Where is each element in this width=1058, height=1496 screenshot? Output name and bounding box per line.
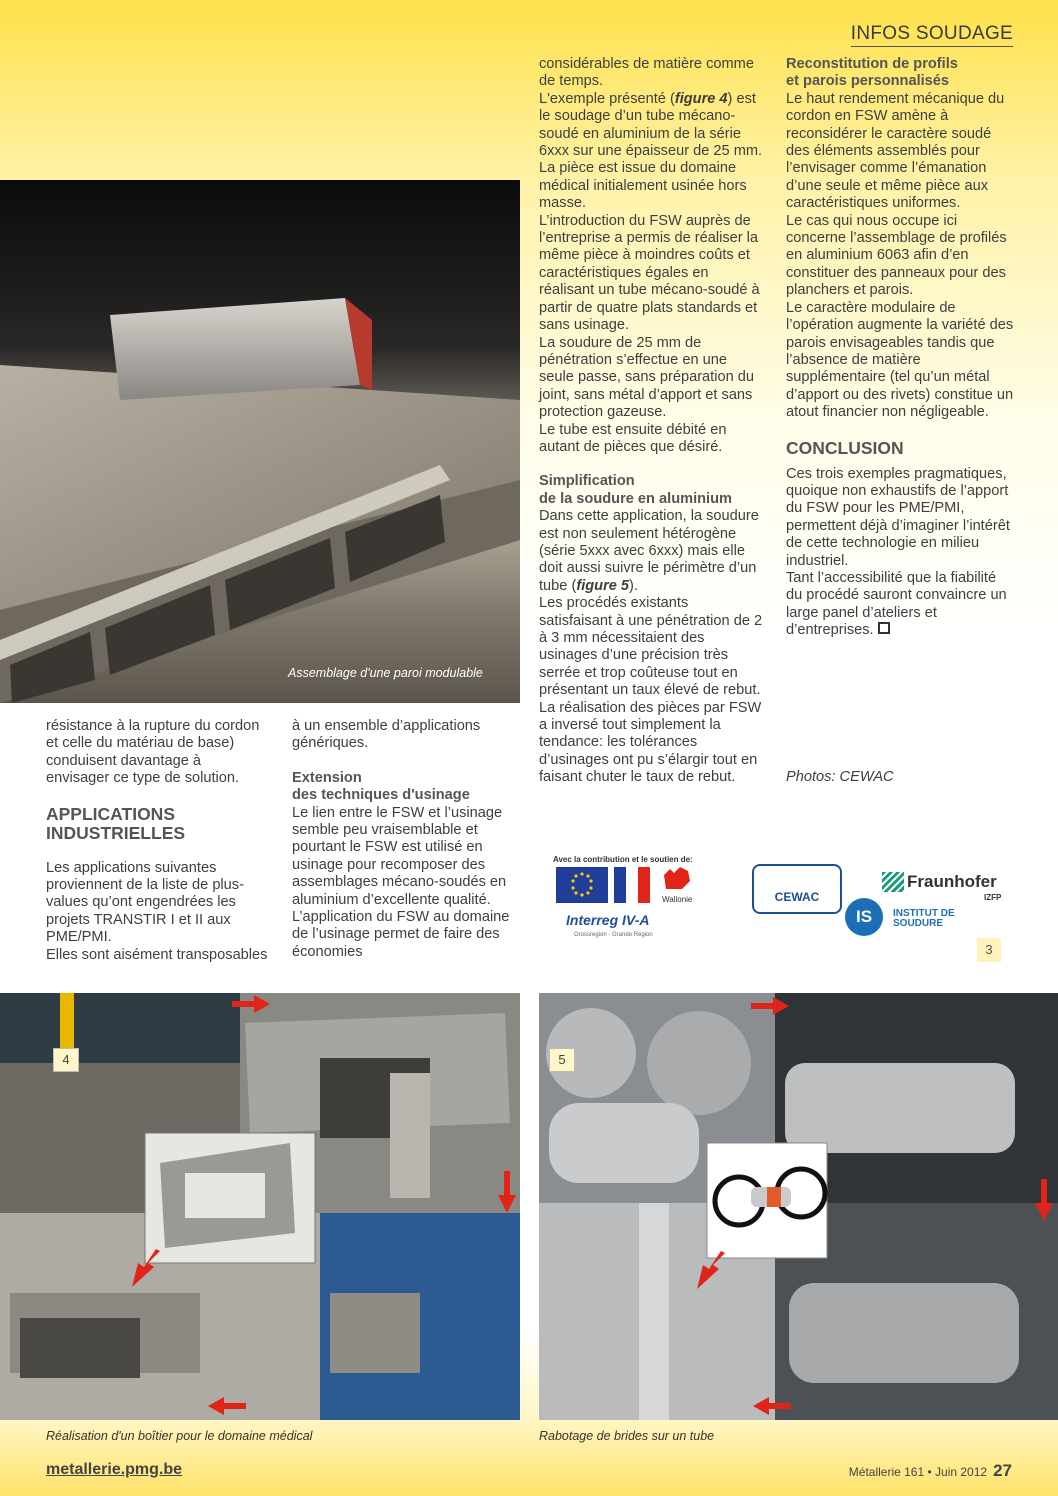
mid-column <box>292 718 514 961</box>
figure-4-reference: figure 4 <box>674 90 728 107</box>
red-arrow-icon <box>751 995 791 1017</box>
footer-url-link[interactable]: metallerie.pmg.be <box>46 1461 183 1478</box>
paragraph: considérables de matière comme de temps. <box>539 56 754 90</box>
paragraph: La réalisation des pièces par FSW a inversé tout simplement la tendance: les tolérances d’usinages ont pu s’élargir tout en faisant chuter le taux de rebut. <box>539 699 762 786</box>
page-number: 27 <box>993 1461 1012 1480</box>
section-title: INFOS SOUDAGE <box>851 22 1013 47</box>
wallonie-rooster-icon <box>660 865 694 893</box>
figure-4-number: 4 <box>53 1048 79 1072</box>
interreg-subtitle: Grossregion - Grande Région <box>574 932 653 938</box>
paragraph: Ces trois exemples pragmatiques, quoique non exhaustifs de l’apport du FSW pour les PME/PMI, permettent déjà d’imaginer l’intérêt de cette technologie en milieu industriel. <box>786 465 1010 569</box>
izfp-label: IZFP <box>984 893 1002 902</box>
heading-extension: Extension des techniques d'usinage <box>292 769 470 804</box>
paragraph: L’introduction du FSW auprès de l’entreprise a permis de réaliser la même pièce à moindres coûts et caractéristiques égales en réalisant un tube mécano-soudé à partir de quatre plats standards et sans usinage. <box>539 212 760 334</box>
contribution-label: Avec la contribution et le soutien de: <box>553 855 693 864</box>
heading-conclusion: CONCLUSION <box>786 437 904 458</box>
paragraph: à un ensemble d’applications génériques. <box>292 718 481 752</box>
column-four <box>786 56 1014 640</box>
photo-credit: Photos: CEWAC <box>786 769 894 785</box>
figure-5-caption: Rabotage de brides sur un tube <box>539 1429 715 1443</box>
page-badge: 3 <box>977 938 1001 962</box>
institut-soudure-label: INSTITUT DE SOUDURE <box>893 908 955 929</box>
paragraph: Dans cette application, la soudure est non seulement hétérogène (série 5xxx avec 6xxx) mais elle doit aussi suivre le périmètre d’un tube (figure 5). <box>539 508 759 594</box>
figure-4-caption: Réalisation d'un boîtier pour le domaine médical <box>46 1429 313 1443</box>
red-arrow-icon <box>693 1251 729 1291</box>
wallonie-label: Wallonie <box>662 895 693 904</box>
red-arrow-icon <box>751 1395 791 1417</box>
red-arrow-icon <box>496 1171 518 1215</box>
heading-reconstitution: Reconstitution de profils et parois personnalisés <box>786 56 958 90</box>
red-arrow-icon <box>1033 1179 1055 1223</box>
figure-4-photos <box>0 993 520 1420</box>
column-three <box>539 56 765 787</box>
paragraph: L’application du FSW au domaine de l’usinage permet de faire des économies <box>292 909 510 960</box>
heading-applications: APPLICATIONS INDUSTRIELLES <box>46 803 186 843</box>
checkbox-square-icon <box>878 622 890 634</box>
paragraph: Le cas qui nous occupe ici concerne l’assemblage de profilés en aluminium 6063 afin d’en constituer des panneaux pour des planchers et parois. <box>786 212 1007 299</box>
paragraph: L'exemple présenté (figure 4) est le soudage d’un tube mécano-soudé en aluminium de la série 6xxx sur une épaisseur de 25 mm. La pièce est issue du domaine médical initialement usinée hors masse. <box>539 90 763 212</box>
main-photo-caption: Assemblage d'une paroi modulable <box>288 666 483 680</box>
paragraph: Tant l’accessibilité que la fiabilité du procédé sauront convaincre un large panel d’ateliers et d’entreprises. <box>786 569 1007 639</box>
figure-5-number: 5 <box>549 1048 575 1072</box>
paragraph: Elles sont aisément transposables <box>46 946 268 963</box>
paragraph: Le haut rendement mécanique du cordon en FSW amène à reconsidérer le caractère soudé des éléments assemblés pour l’envisager comme l’émanation d’une seule et même pièce aux caractéristiques uniformes. <box>786 90 1005 212</box>
red-arrow-icon <box>128 1249 164 1289</box>
fraunhofer-logo: Fraunhofer <box>907 872 997 891</box>
cewac-logo: CEWAC <box>752 864 842 914</box>
paragraph: Les procédés existants satisfaisant à une pénétration de 2 à 3 mm nécessitaient des usinages d’une précision très serrée et trop coûteuse tout en présentant un taux élevé de rebut. <box>539 595 763 699</box>
interreg-logo: Interreg IV-A <box>566 912 650 928</box>
issue-info: Métallerie 161 • Juin 2012 <box>848 1465 988 1479</box>
eu-flag-logo <box>556 867 608 903</box>
left-column <box>46 718 268 964</box>
red-arrow-icon <box>206 1395 246 1417</box>
figure-5-photos <box>539 993 1058 1420</box>
footer-meta <box>849 1461 1012 1481</box>
figure-5-reference: figure 5 <box>576 577 630 594</box>
paragraph: résistance à la rupture du cordon et celle du matériau de base) conduisent davantage à envisager ce type de solution. <box>46 718 260 787</box>
paragraph: Le tube est ensuite débité en autant de pièces que désiré. <box>539 421 727 455</box>
paragraph: Les applications suivantes proviennent de la liste de plus-values qu’ont engendrées les projets TRANSTIR I et II aux PME/PMI. <box>46 859 244 946</box>
paragraph: La soudure de 25 mm de pénétration s’effectue en une seule passe, sans préparation du joint, sans métal d’apport et sans protection gazeuse. <box>539 334 754 421</box>
heading-simplification: Simplification de la soudure en aluminium <box>539 473 732 507</box>
red-arrow-icon <box>232 993 272 1015</box>
institut-soudure-logo: IS <box>845 898 883 936</box>
paragraph: Le caractère modulaire de l’opération augmente la variété des parois envisageables tandis que l’absence de matière supplémentaire (tel qu’un métal d’apport ou des rivets) constitue un atout financier non négligeable. <box>786 299 1014 421</box>
fraunhofer-icon <box>882 872 904 892</box>
main-photo <box>0 180 520 703</box>
prefecture-logo <box>614 867 650 903</box>
paragraph: Le lien entre le FSW et l’usinage semble peu vraisemblable et pourtant le FSW est utilisé en usinage pour recomposer des assemblages mécano-soudés en aluminium d’excellente qualité. <box>292 804 507 908</box>
